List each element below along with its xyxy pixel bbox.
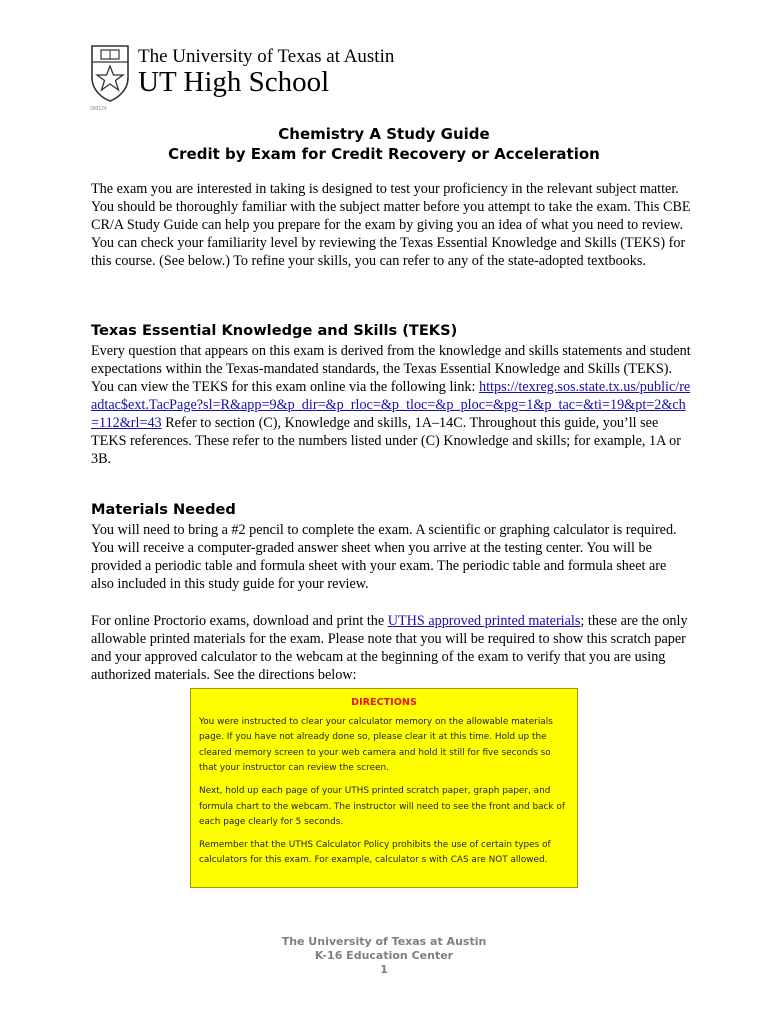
title-line-2: Credit by Exam for Credit Recovery or Acceleration <box>168 145 600 163</box>
teks-link[interactable]: https://texreg.sos.state.tx.us/public/readtac$ext.TacPage?sl=R&app=9&p_dir=&p_rloc=&p_tloc=&p_ploc=&pg=1&p_tac=&ti=19&pt=2&ch=112&rl=43 <box>91 379 691 431</box>
materials-paragraph-2 <box>91 612 691 684</box>
teks-text: Every question that appears on this exam is derived from the knowledge and skills statements and student expectations within the Texas-mandated standards, the Texas Essential Knowledge and Skills (TEKS). You can view the TEKS for this exam online via the following link: <box>91 343 691 395</box>
directions-paragraph-2: Next, hold up each page of your UTHS printed scratch paper, graph paper, and formula chart to the webcam. The instructor will need to see the front and back of each page clearly for 5 seconds. <box>199 785 565 828</box>
footer-university: The University of Texas at Austin <box>281 935 487 948</box>
teks-paragraph <box>91 342 691 468</box>
footer-center: K-16 Education Center <box>314 949 454 962</box>
page-title <box>0 124 768 164</box>
school-name: UT High School <box>138 66 330 98</box>
page-footer <box>0 935 768 977</box>
ut-seal-icon <box>90 44 130 102</box>
page-number: 1 <box>380 963 388 976</box>
title-line-1: Chemistry A Study Guide <box>278 125 490 143</box>
intro-paragraph: The exam you are interested in taking is designed to test your proficiency in the relevant subject matter. You should be thoroughly familiar with the subject matter before you attempt to take the exam. This CBE CR/A Study Guide can help you prepare for the exam by giving you an idea of what you need to review. You can check your familiarity level by reviewing the Texas Essential Knowledge and Skills (TEKS) for this course. (See below.) To refine your skills, you can refer to any of the state-adopted textbooks. <box>91 181 691 269</box>
uths-materials-link[interactable]: UTHS approved printed materials <box>387 613 581 629</box>
materials-heading: Materials Needed <box>91 501 236 518</box>
materials-text: For online Proctorio exams, download and print the <box>91 613 388 629</box>
materials-paragraph-1: You will need to bring a #2 pencil to complete the exam. A scientific or graphing calculator is required. You will receive a computer-graded answer sheet when you arrive at the testing center. You will be provided a periodic table and formula sheet with your exam. The periodic table and formula sheet are also included in this study guide for your review. <box>91 522 677 592</box>
directions-paragraph-1: You were instructed to clear your calculator memory on the allowable materials page. If you have not already done so, please clear it at this time. Hold up the cleared memory screen to your web camera and hold it still for five seconds so that your instructor can review the screen. <box>199 716 553 774</box>
document-code: 090124 <box>90 106 107 112</box>
teks-heading: Texas Essential Knowledge and Skills (TEKS) <box>91 322 458 339</box>
directions-box <box>190 688 578 888</box>
university-name: The University of Texas at Austin <box>138 46 395 67</box>
materials-text-after: ; these are the only allowable printed materials for the exam. Please note that you will be required to show this scratch paper and your approved calculator to the webcam at the beginning of the exam to verify that you are using authorized materials. See the directions below: <box>91 613 688 683</box>
directions-title: DIRECTIONS <box>351 697 417 708</box>
teks-text-after: Refer to section (C), Knowledge and skills, 1A–14C. Throughout this guide, you’ll see TEKS references. These refer to the numbers listed under (C) Knowledge and skills; for example, 1A or 3B. <box>91 415 681 467</box>
directions-paragraph-3: Remember that the UTHS Calculator Policy prohibits the use of certain types of calculators for this exam. For example, calculator s with CAS are NOT allowed. <box>199 839 551 866</box>
